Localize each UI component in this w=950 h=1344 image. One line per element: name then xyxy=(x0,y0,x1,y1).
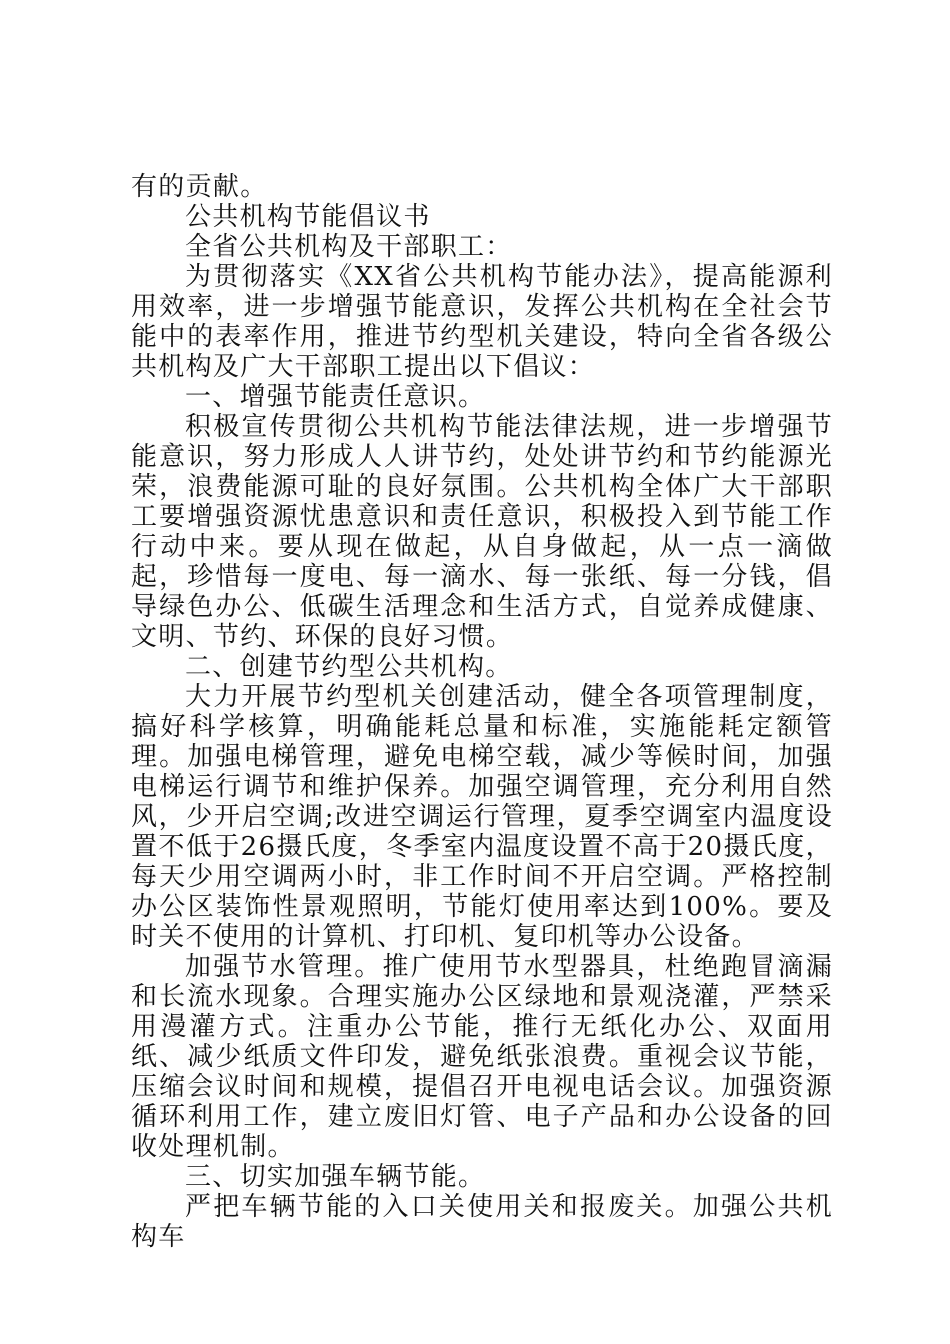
paragraph-section-3: 严把车辆节能的入口关使用关和报废关。加强公共机构车 xyxy=(131,1192,833,1252)
section-heading-1: 一、增强节能责任意识。 xyxy=(185,382,486,412)
paragraph-section-2b: 加强节水管理。推广使用节水型器具，杜绝跑冒滴漏和长流水现象。合理实施办公区绿地和景观浇灌，严禁采用漫灌方式。注重办公节能，推行无纸化办公、双面用纸、减少纸质文件印发，避免纸张浪费。重视会议节能，压缩会议时间和规模，提倡召开电视电话会议。加强资源循环利用工作，建立废旧灯管、电子产品和办公设备的回收处理机制。 xyxy=(131,952,833,1162)
paragraph-section-2a: 大力开展节约型机关创建活动，健全各项管理制度，搞好科学核算，明确能耗总量和标准，实施能耗定额管理。加强电梯管理，避免电梯空载，减少等候时间，加强电梯运行调节和维护保养。加强空调管理，充分利用自然风，少开启空调;改进空调运行管理，夏季空调室内温度设置不低于26摄氏度，冬季室内温度设置不高于20摄氏度，每天少用空调两小时，非工作时间不开启空调。严格控制办公区装饰性景观照明，节能灯使用率达到100%。要及时关不使用的计算机、打印机、复印机等办公设备。 xyxy=(131,682,833,952)
salutation: 全省公共机构及干部职工： xyxy=(185,232,513,262)
section-heading-2: 二、创建节约型公共机构。 xyxy=(185,652,513,682)
document-body xyxy=(131,172,833,1252)
paragraph-intro: 为贯彻落实《XX省公共机构节能办法》，提高能源利用效率，进一步增强节能意识，发挥公共机构在全社会节能中的表率作用，推进节约型机关建设，特向全省各级公共机构及广大干部职工提出以下倡议： xyxy=(131,262,833,382)
paragraph-continuation: 有的贡献。 xyxy=(131,172,268,202)
document-title: 公共机构节能倡议书 xyxy=(185,202,431,232)
paragraph-section-1: 积极宣传贯彻公共机构节能法律法规，进一步增强节能意识，努力形成人人讲节约，处处讲节约和节约能源光荣，浪费能源可耻的良好氛围。公共机构全体广大干部职工要增强资源忧患意识和责任意识，积极投入到节能工作行动中来。要从现在做起，从自身做起，从一点一滴做起，珍惜每一度电、每一滴水、每一张纸、每一分钱，倡导绿色办公、低碳生活理念和生活方式，自觉养成健康、文明、节约、环保的良好习惯。 xyxy=(131,412,833,652)
section-heading-3: 三、切实加强车辆节能。 xyxy=(185,1162,486,1192)
